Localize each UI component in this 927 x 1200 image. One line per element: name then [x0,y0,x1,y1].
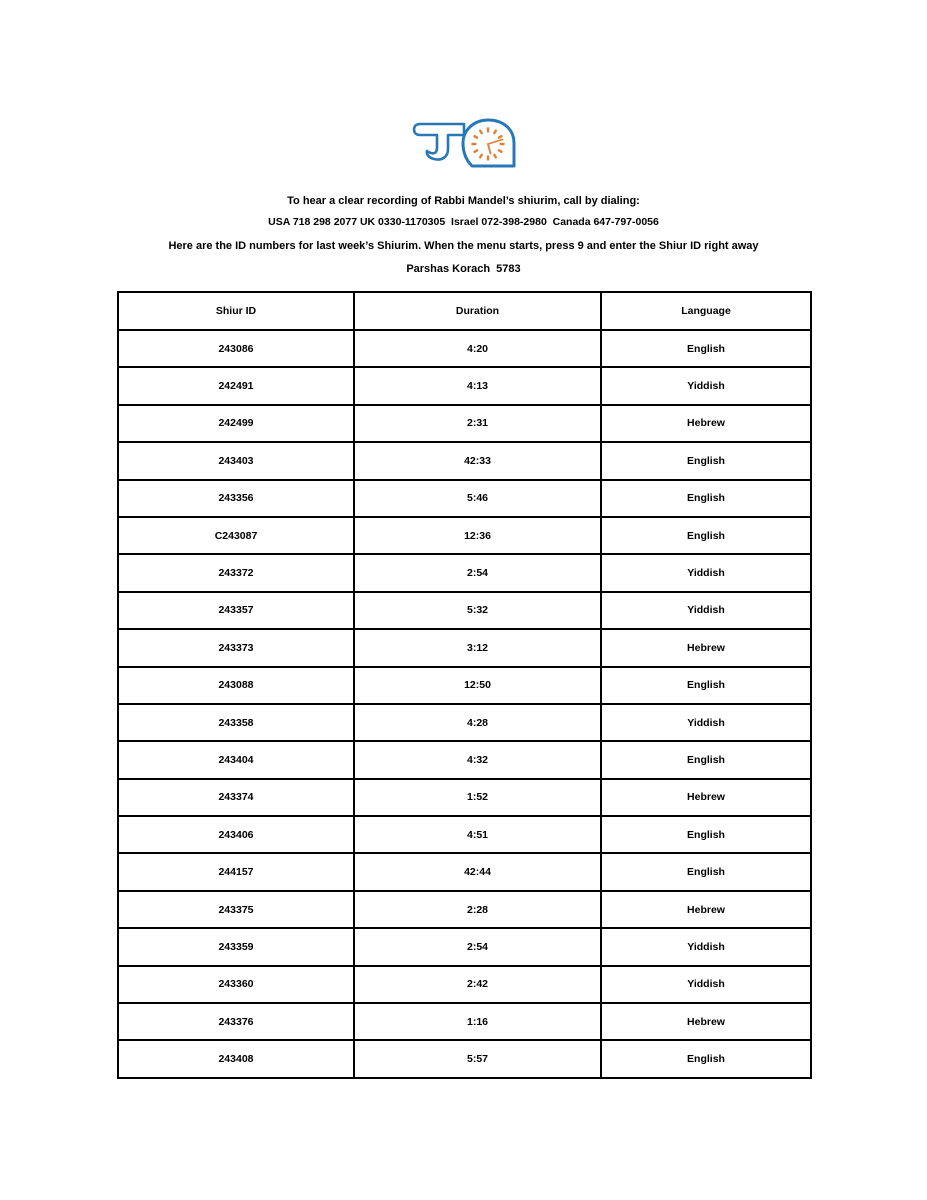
cell-duration: 12:50 [354,667,601,704]
cell-shiur-id: 243359 [118,928,354,965]
cell-language: Yiddish [601,928,811,965]
cell-shiur-id: 243088 [118,667,354,704]
cell-shiur-id: 243404 [118,741,354,778]
cell-language: Yiddish [601,592,811,629]
table-row [118,629,811,666]
shiurim-table-body [118,330,811,1078]
cell-language: Hebrew [601,405,811,442]
cell-duration: 2:54 [354,554,601,591]
cell-language: English [601,741,811,778]
cell-duration: 12:36 [354,517,601,554]
table-row [118,367,811,404]
cell-shiur-id: 243406 [118,816,354,853]
cell-shiur-id: 243376 [118,1003,354,1040]
table-header-row [118,292,811,330]
cell-shiur-id: 242491 [118,367,354,404]
table-row [118,704,811,741]
table-row [118,442,811,479]
cell-shiur-id: 243372 [118,554,354,591]
cell-duration: 4:20 [354,330,601,367]
table-row [118,966,811,1003]
ta-clock-logo [411,116,517,169]
column-header-shiur-id: Shiur ID [118,292,354,330]
cell-duration: 4:28 [354,704,601,741]
cell-language: English [601,480,811,517]
cell-shiur-id: 243375 [118,891,354,928]
column-header-language: Language [601,292,811,330]
cell-shiur-id: 242499 [118,405,354,442]
cell-language: English [601,442,811,479]
cell-shiur-id: 243373 [118,629,354,666]
cell-shiur-id: 243356 [118,480,354,517]
cell-shiur-id: 243357 [118,592,354,629]
cell-duration: 5:46 [354,480,601,517]
table-row [118,891,811,928]
cell-duration: 42:33 [354,442,601,479]
cell-language: Hebrew [601,779,811,816]
cell-language: Yiddish [601,367,811,404]
cell-duration: 2:31 [354,405,601,442]
cell-language: English [601,667,811,704]
table-row [118,667,811,704]
table-row [118,592,811,629]
table-row [118,928,811,965]
cell-duration: 4:51 [354,816,601,853]
cell-language: English [601,853,811,890]
cell-duration: 42:44 [354,853,601,890]
table-row [118,517,811,554]
shiurim-table [117,291,812,1079]
cell-language: English [601,1040,811,1077]
table-row [118,853,811,890]
cell-shiur-id: 243358 [118,704,354,741]
cell-duration: 5:32 [354,592,601,629]
table-row [118,1040,811,1077]
cell-language: English [601,330,811,367]
cell-shiur-id: 243403 [118,442,354,479]
cell-shiur-id: 244157 [118,853,354,890]
cell-duration: 2:42 [354,966,601,1003]
dialing-instructions: To hear a clear recording of Rabbi Mandel’s shiurim, call by dialing: [287,195,640,207]
cell-shiur-id: 243374 [118,779,354,816]
table-row [118,480,811,517]
cell-duration: 3:12 [354,629,601,666]
cell-shiur-id: 243360 [118,966,354,1003]
cell-language: Yiddish [601,704,811,741]
cell-language: Yiddish [601,554,811,591]
cell-language: Hebrew [601,1003,811,1040]
cell-language: English [601,816,811,853]
cell-language: Yiddish [601,966,811,1003]
table-row [118,1003,811,1040]
cell-duration: 2:54 [354,928,601,965]
cell-language: Hebrew [601,891,811,928]
table-row [118,330,811,367]
cell-duration: 4:32 [354,741,601,778]
phone-numbers: USA 718 298 2077 UK 0330-1170305 Israel 072-398-2980 Canada 647-797-0056 [268,216,659,228]
table-row [118,816,811,853]
cell-shiur-id: C243087 [118,517,354,554]
parsha-title: Parshas Korach 5783 [406,263,521,275]
cell-duration: 5:57 [354,1040,601,1077]
column-header-duration: Duration [354,292,601,330]
cell-duration: 1:52 [354,779,601,816]
cell-language: English [601,517,811,554]
cell-duration: 2:28 [354,891,601,928]
cell-duration: 1:16 [354,1003,601,1040]
cell-shiur-id: 243086 [118,330,354,367]
cell-shiur-id: 243408 [118,1040,354,1077]
table-row [118,405,811,442]
id-instructions: Here are the ID numbers for last week’s Shiurim. When the menu starts, press 9 and enter the Shiur ID right away [168,240,759,252]
table-row [118,779,811,816]
ta-clock-logo-icon [411,116,517,169]
table-row [118,554,811,591]
table-row [118,741,811,778]
cell-language: Hebrew [601,629,811,666]
cell-duration: 4:13 [354,367,601,404]
